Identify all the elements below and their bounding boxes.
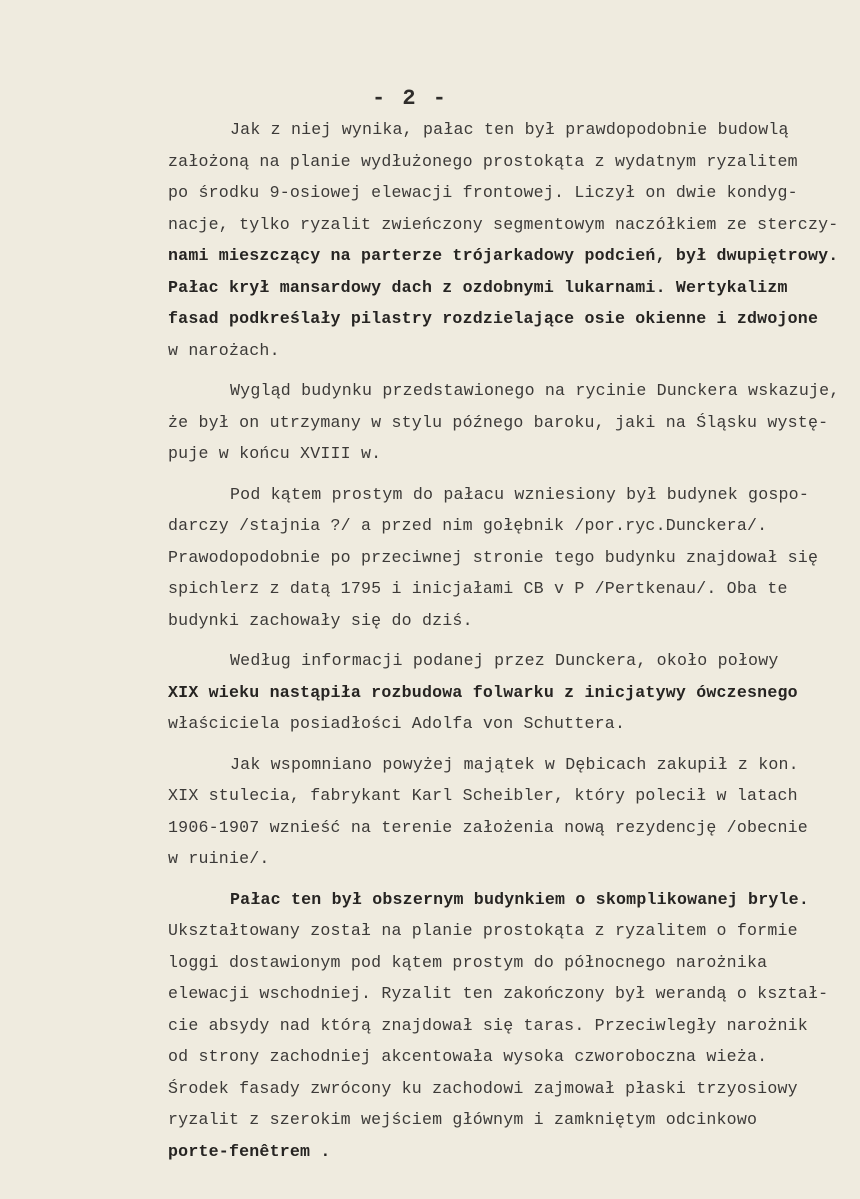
text-line: ryzalit z szerokim wejściem głównym i zamkniętym odcinkowo xyxy=(168,1110,758,1129)
paragraph xyxy=(168,749,810,875)
paragraph xyxy=(168,114,839,366)
text-line: Pod kątem prostym do pałacu wzniesiony był budynek gospo- xyxy=(230,484,809,504)
text-line: w narożach. xyxy=(168,340,280,360)
text-line: elewacji wschodniej. Ryzalit ten zakończony był werandą o kształ- xyxy=(168,984,829,1003)
paragraph xyxy=(168,479,819,637)
text-line: po środku 9-osiowej elewacji frontowej. Liczył on dwie kondyg- xyxy=(168,183,798,202)
text-line: Prawodopodobnie po przeciwnej stronie tego budynku znajdował się xyxy=(168,547,819,567)
text-line: darczy /stajnia ?/ a przed nim gołębnik /por.ryc.Dunckera/. xyxy=(168,516,768,535)
text-line: Środek fasady zwrócony ku zachodowi zajmował płaski trzyosiowy xyxy=(168,1078,798,1098)
text-line: Wygląd budynku przedstawionego na rycinie Dunckera wskazuje, xyxy=(230,381,840,400)
body-text xyxy=(168,114,840,1167)
paragraph xyxy=(168,884,829,1168)
page-number: - 2 - xyxy=(371,86,448,111)
text-line: Według informacji podanej przez Dunckera, około połowy xyxy=(230,651,779,670)
text-line: od strony zachodniej akcentowała wysoka czworoboczna wieża. xyxy=(168,1047,768,1066)
text-line: puje w końcu XVIII w. xyxy=(168,444,382,463)
text-line: Pałac krył mansardowy dach z ozdobnymi lukarnami. Wertykalizm xyxy=(168,277,788,297)
paragraph xyxy=(168,375,840,470)
text-line: budynki zachowały się do dziś. xyxy=(168,610,473,630)
text-line: Jak z niej wynika, pałac ten był prawdopodobnie budowlą xyxy=(230,120,789,139)
text-line: Jak wspomniano powyżej majątek w Dębicach zakupił z kon. xyxy=(230,754,799,774)
text-line: w ruinie/. xyxy=(168,849,270,868)
text-line: Pałac ten był obszernym budynkiem o skomplikowanej bryle. xyxy=(230,889,809,909)
text-line: że był on utrzymany w stylu późnego baroku, jaki na Śląsku wystę- xyxy=(168,412,829,432)
text-line: cie absydy nad którą znajdował się taras. Przeciwległy narożnik xyxy=(168,1015,808,1035)
text-line: fasad podkreślały pilastry rozdzielające osie okienne i zdwojone xyxy=(168,309,819,328)
text-line: XIX stulecia, fabrykant Karl Scheibler, który polecił w latach xyxy=(168,786,798,805)
text-line: XIX wieku nastąpiła rozbudowa folwarku z inicjatywy ówczesnego xyxy=(168,682,798,702)
text-line: nacje, tylko ryzalit zwieńczony segmentowym naczółkiem ze sterczy- xyxy=(168,214,839,234)
text-line: spichlerz z datą 1795 i inicjałami CB v P /Pertkenau/. Oba te xyxy=(168,579,788,598)
text-line: nami mieszczący na parterze trójarkadowy podcień, był dwupiętrowy. xyxy=(168,246,839,265)
text-line: 1906-1907 wznieść na terenie założenia nową rezydencję /obecnie xyxy=(168,817,808,837)
text-line: loggi dostawionym pod kątem prostym do północnego narożnika xyxy=(168,952,768,972)
text-line: założoną na planie wydłużonego prostokąta z wydatnym ryzalitem xyxy=(168,151,798,171)
text-line: Ukształtowany został na planie prostokąta z ryzalitem o formie xyxy=(168,921,798,940)
paragraph xyxy=(168,645,810,740)
text-line: porte-fenêtrem . xyxy=(168,1141,331,1161)
text-line: właściciela posiadłości Adolfa von Schuttera. xyxy=(168,714,626,733)
